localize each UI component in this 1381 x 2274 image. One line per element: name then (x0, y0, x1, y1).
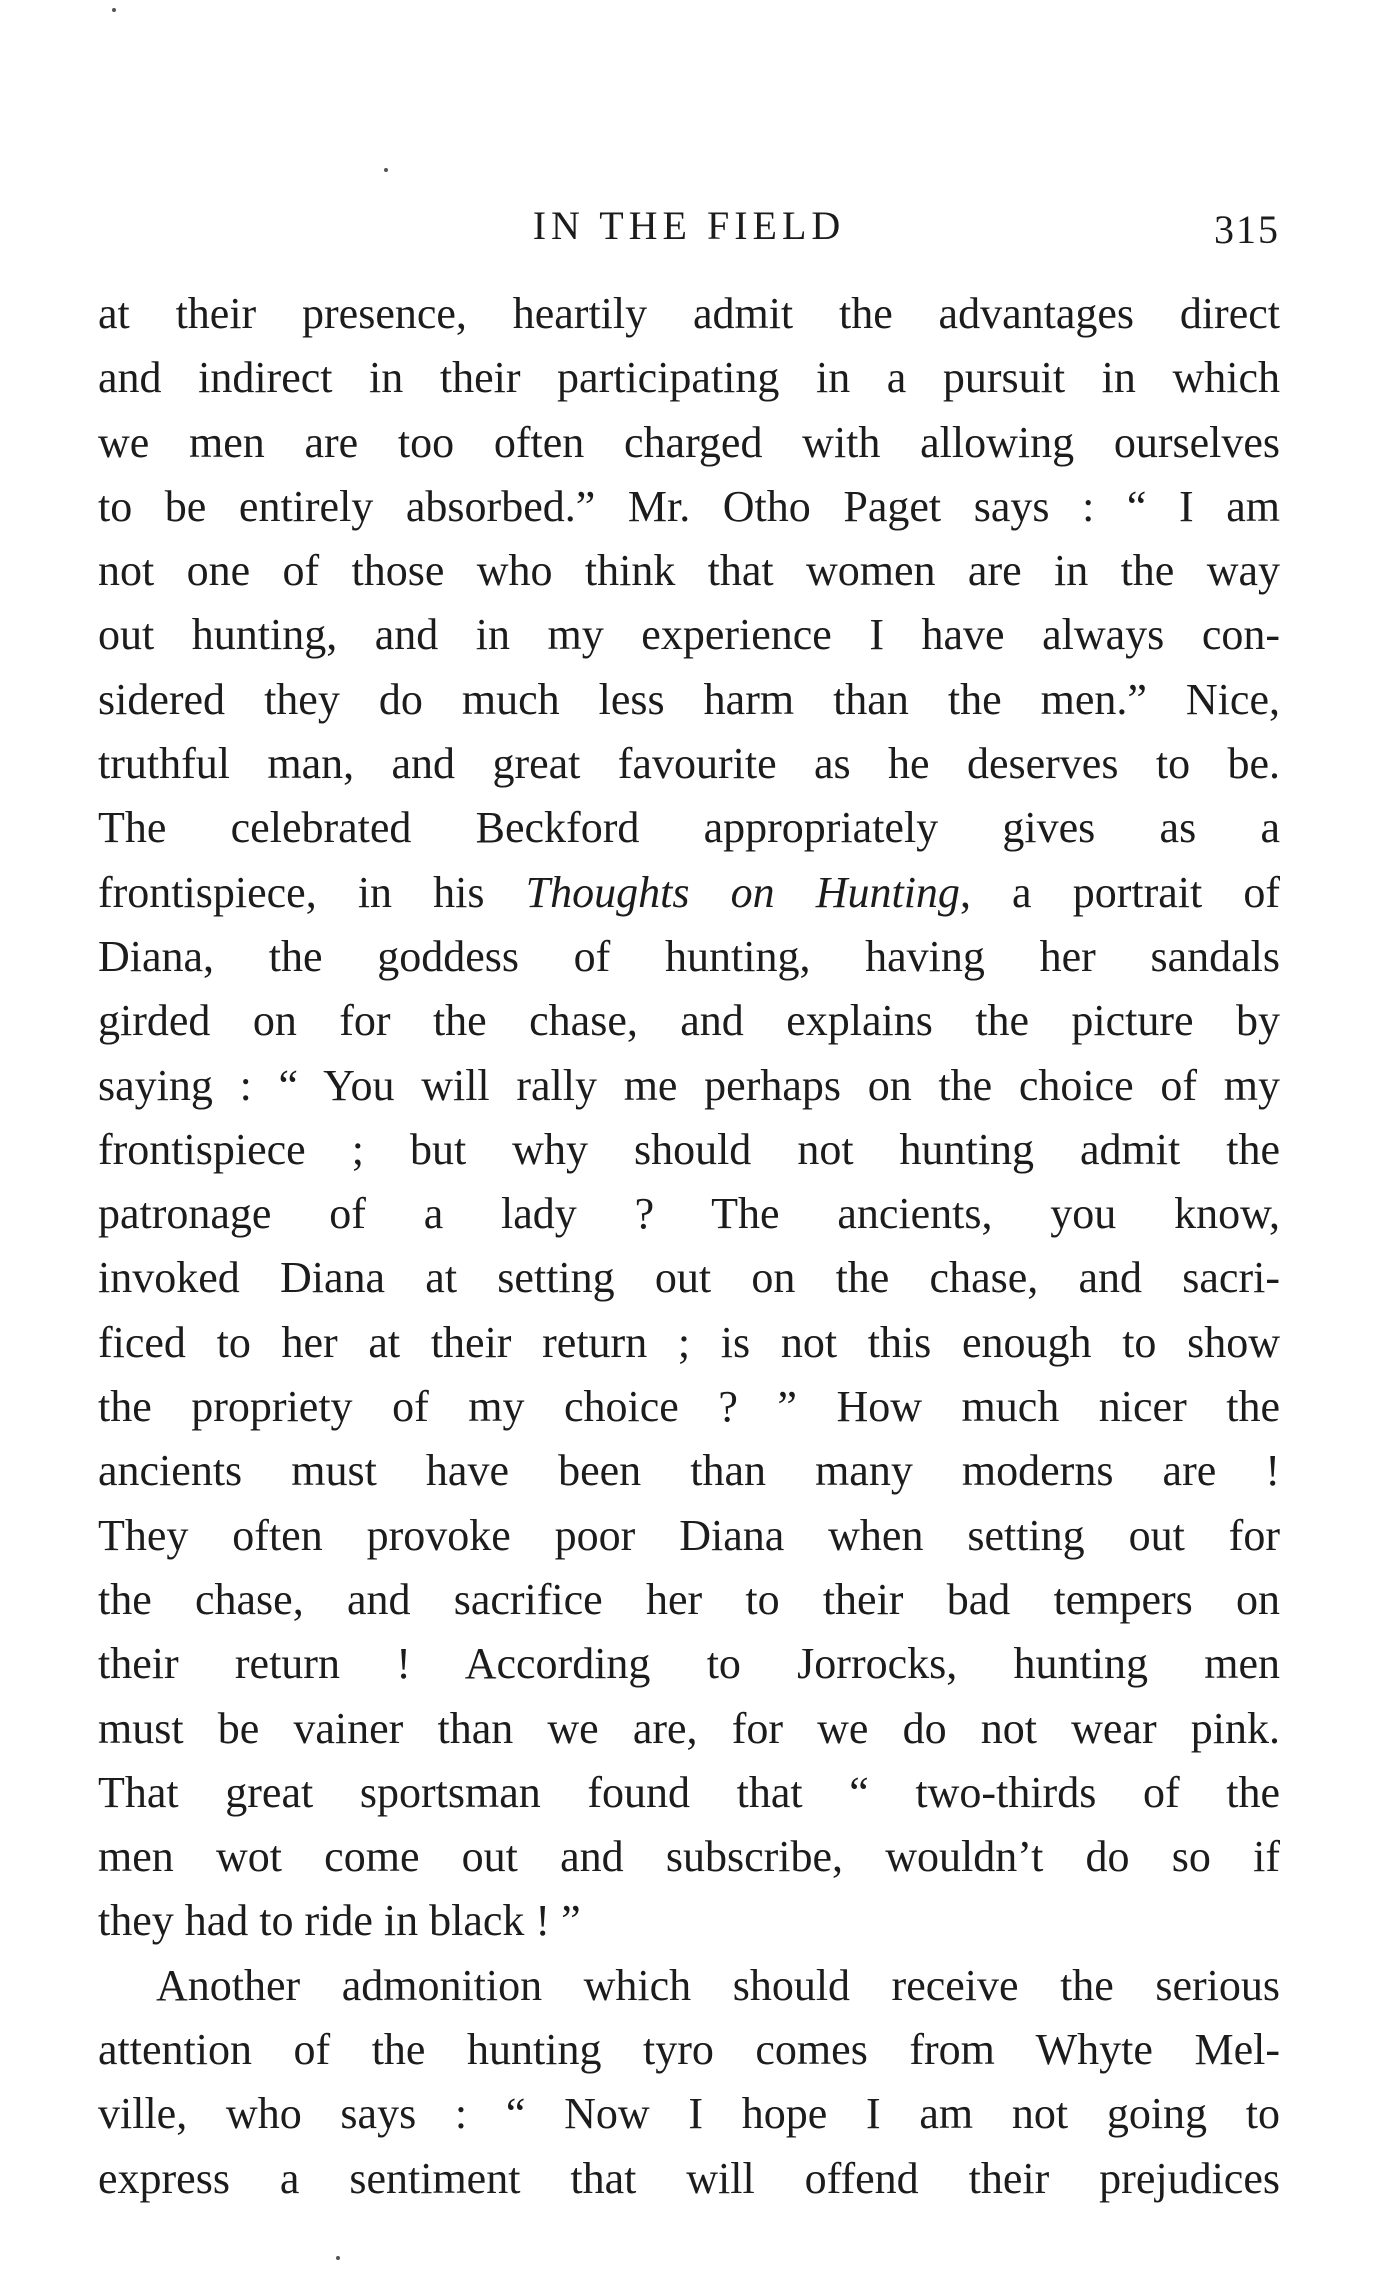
text-line: saying : “ You will rally me perhaps on the choice of my (98, 1060, 1280, 1110)
text-line: and indirect in their participating in a pursuit in which (98, 353, 1280, 403)
running-head: IN THE FIELD (532, 203, 846, 248)
text-line: ficed to her at their return ; is not this enough to show (98, 1317, 1280, 1367)
text-line: The celebrated Beckford appropriately gives as a (98, 803, 1280, 853)
text-line: invoked Diana at setting out on the chase, and sacri- (98, 1253, 1280, 1303)
text-line: not one of those who think that women are in the way (98, 546, 1280, 596)
text-line: express a sentiment that will offend their prejudices (98, 2153, 1280, 2203)
page-number: 315 (1214, 207, 1280, 252)
text-line: must be vainer than we are, for we do not wear pink. (98, 1703, 1280, 1753)
text-line: attention of the hunting tyro comes from Whyte Mel- (98, 2025, 1280, 2075)
text-line: sidered they do much less harm than the men.” Nice, (98, 674, 1280, 724)
text-line: Diana, the goddess of hunting, having her sandals (98, 931, 1280, 981)
text-line: at their presence, heartily admit the advantages direct (98, 289, 1280, 338)
text-line (98, 861, 1280, 925)
text-line: ancients must have been than many moderns are ! (98, 1446, 1280, 1496)
page-header (98, 196, 1280, 256)
text-line: we men are too often charged with allowing ourselves (98, 417, 1280, 467)
text-run: , a portrait of (959, 867, 1280, 917)
text-line: the chase, and sacrifice her to their bad tempers on (98, 1574, 1280, 1624)
text-line: That great sportsman found that “ two-thirds of the (98, 1767, 1280, 1817)
text-line: girded on for the chase, and explains the picture by (98, 996, 1280, 1046)
text-line: the propriety of my choice ? ” How much nicer the (98, 1382, 1280, 1432)
text-line: They often provoke poor Diana when setting out for (98, 1510, 1280, 1560)
ink-speck (112, 8, 116, 12)
text-line: their return ! According to Jorrocks, hunting men (98, 1639, 1280, 1689)
ink-speck (384, 168, 388, 172)
body-text (98, 282, 1280, 2211)
ink-speck (336, 2256, 340, 2260)
text-line: out hunting, and in my experience I have always con- (98, 610, 1280, 660)
paragraph-first-line: Another admonition which should receive the serious (156, 1960, 1280, 2010)
text-line: ville, who says : “ Now I hope I am not going to (98, 2089, 1280, 2139)
book-title-italic: Thoughts on Hunting (525, 867, 960, 917)
text-line: truthful man, and great favourite as he deserves to be. (98, 739, 1280, 789)
text-run: frontispiece, in his (98, 867, 526, 917)
text-line: to be entirely absorbed.” Mr. Otho Paget says : “ I am (98, 481, 1280, 531)
text-line: patronage of a lady ? The ancients, you know, (98, 1189, 1280, 1239)
text-line: they had to ride in black ! ” (98, 1896, 581, 1946)
text-line: frontispiece ; but why should not hunting admit the (98, 1124, 1280, 1174)
text-line: men wot come out and subscribe, wouldn’t do so if (98, 1832, 1280, 1882)
